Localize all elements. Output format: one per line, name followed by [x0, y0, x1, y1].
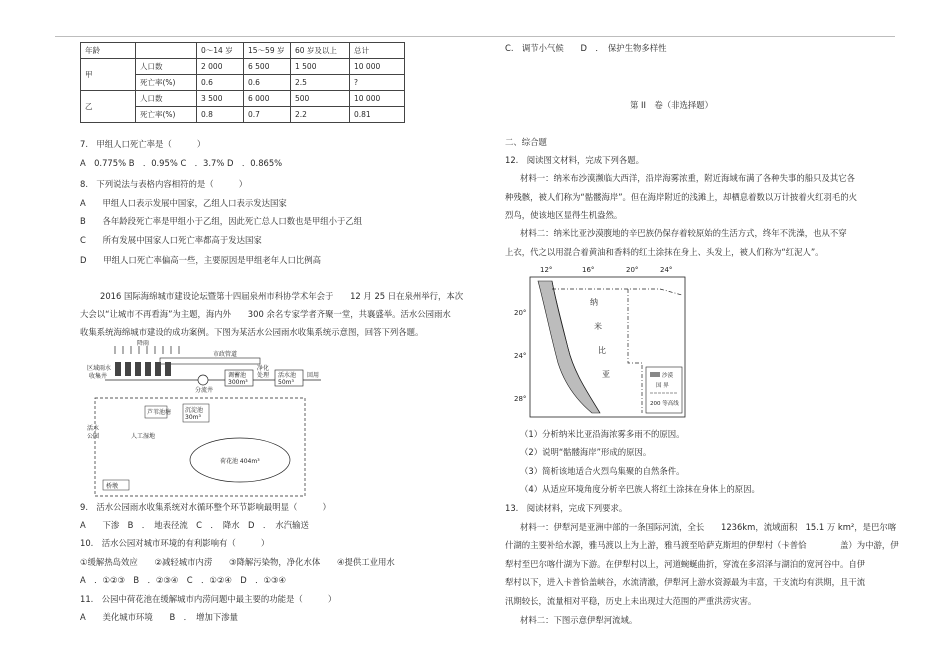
collect-label: 区域雨水	[87, 365, 112, 372]
table-header-cell: 60 岁及以上	[291, 43, 350, 59]
svg-text:调蓄池: 调蓄池	[228, 372, 247, 379]
collect-label-2: 收集井	[89, 373, 108, 380]
table-cell: 6 000	[244, 91, 291, 107]
map-name-char: 米	[594, 322, 602, 331]
section-title: 第 II 卷（非选择题）	[630, 100, 713, 110]
table-row	[81, 59, 405, 75]
material-3-line-1: 材料一：伊犁河是亚洲中部的一条国际河流，全长 1236km，流域面积 15.1 万 km²，是巴尔喀	[520, 522, 897, 532]
question-10-options: A ．①②③ B ．②③④ C ．①②④ D ．①③④	[80, 575, 286, 585]
legend-contour: 200 等高线	[650, 401, 679, 407]
question-10: 10. 活水公园对城市环境的有利影响有（ ）	[80, 538, 270, 548]
split-label: 分流井	[195, 387, 214, 394]
pipe-label: 市政管道	[213, 351, 238, 358]
group-name-cell: 甲	[81, 59, 136, 91]
lon-label: 24°	[660, 266, 673, 274]
table-cell: 0.6	[197, 75, 244, 91]
material-4-line: 材料二：下图示意伊犁河流域。	[520, 615, 638, 625]
svg-text:公园: 公园	[87, 433, 100, 440]
question-9: 9. 活水公园雨水收集系统对水循环整个环节影响最明显（ ）	[80, 502, 331, 512]
table-cell: 2.5	[291, 75, 350, 91]
split-well	[198, 375, 208, 385]
table-cell: ?	[350, 75, 405, 91]
row-label: 人口数	[136, 91, 197, 107]
bridge-label: 桥墩	[106, 483, 119, 490]
material-1-line-2: 种残骸，被人们称为“骷髅海岸”。但在海岸附近的浅滩上，却栖息着数以万计披着火红羽毛的火	[505, 192, 858, 202]
table-header-cell: 总计	[350, 43, 405, 59]
table-cell: 10 000	[350, 59, 405, 75]
row-label: 死亡率(%)	[136, 75, 197, 91]
question-11-options-cd: C. 调节小气候 D ． 保护生物多样性	[505, 43, 667, 53]
svg-text:50m³: 50m³	[278, 379, 294, 386]
rainwater-diagram	[85, 340, 325, 500]
table-cell: 1 500	[291, 59, 350, 75]
table-header-cell: 15～59 岁	[244, 43, 291, 59]
map-name-char: 亚	[602, 370, 610, 379]
intro-line-2: 大会以“让城市不再看海”为主题，海内外 300 余名专家学者齐聚一堂，共襄盛举。活水公园雨水	[80, 309, 451, 319]
table-cell: 0.6	[244, 75, 291, 91]
question-9-options: A 下渗 B ． 地表径流 C ． 降水 D ． 水汽输送	[80, 520, 309, 530]
legend-desert: 沙漠	[662, 373, 674, 379]
rain-arrows	[115, 346, 179, 354]
lon-label: 20°	[626, 266, 639, 274]
svg-text:30m³: 30m³	[185, 414, 201, 421]
intro-line-1: 2016 国际海绵城市建设论坛暨第十四届泉州市科协学术年会于 12 月 25 日在泉州举行，本次	[100, 291, 464, 301]
page-top-rule	[55, 36, 895, 37]
question-8-option-c: C 所有发展中国家人口死亡率都高于发达国家	[80, 235, 262, 245]
table-row	[81, 91, 405, 107]
map-name-char: 比	[598, 346, 606, 355]
question-8-option-b: B 各年龄段死亡率是甲组小于乙组，因此死亡总人口数也是甲组小于乙组	[80, 216, 363, 226]
question-7-options: A 0.775% B ．0.95% C ．3.7% D ．0.865%	[80, 158, 283, 168]
row-label: 死亡率(%)	[136, 107, 197, 123]
svg-text:芦苇池塘: 芦苇池塘	[147, 409, 172, 416]
question-13: 13. 阅读材料，完成下列要求。	[505, 503, 628, 513]
lotus-label: 荷花池 404m³	[220, 458, 260, 465]
table-cell: 0.8	[197, 107, 244, 123]
table-cell: 3 500	[197, 91, 244, 107]
lat-label: 20°	[514, 309, 527, 317]
question-11: 11. 公园中荷花池在缓解城市内涝问题中最主要的功能是（ ）	[80, 594, 337, 604]
subquestion-2: （2）说明“骷髅海岸”形成的原因。	[520, 447, 652, 457]
table-cell: 10 000	[350, 91, 405, 107]
table-cell: 0.81	[350, 107, 405, 123]
svg-text:沉淀池: 沉淀池	[185, 407, 204, 414]
part-heading: 二、综合题	[505, 137, 547, 147]
svg-text:活水池: 活水池	[278, 372, 297, 379]
table-cell: 6 500	[244, 59, 291, 75]
lon-label: 16°	[582, 266, 595, 274]
material-2-line-2: 上衣，代之以用混合着黄油和香料的红土涂抹在身上、头发上，被人们称为“红泥人”。	[505, 247, 824, 257]
question-8-option-d: D 甲组人口死亡率偏高一些，主要原因是甲组老年人口比例高	[80, 255, 321, 265]
subquestion-1: （1）分析纳米比亚沿海浓雾多雨不的原因。	[520, 429, 685, 439]
table-cell: 0.7	[244, 107, 291, 123]
rain-label: 降雨	[137, 340, 150, 347]
svg-text:人工湿地: 人工湿地	[131, 433, 156, 440]
material-1-line-3: 烈鸟，使该地区显得生机盎然。	[505, 210, 623, 220]
namibia-map	[510, 263, 710, 423]
table-cell: 2.2	[291, 107, 350, 123]
question-8-option-a: A 甲组人口表示发展中国家，乙组人口表示发达国家	[80, 198, 287, 208]
subquestion-4: （4）从适应环境角度分析辛巴族人将红土涂抹在身体上的原因。	[520, 484, 760, 494]
question-12: 12. 阅读图文材料，完成下列各题。	[505, 155, 644, 165]
svg-text:处理: 处理	[257, 372, 270, 379]
svg-text:净化: 净化	[257, 365, 270, 372]
table-header-cell: 年龄	[81, 43, 136, 59]
table-header-row	[81, 43, 405, 59]
material-3-line-5: 汛期较长，流量相对平稳，历史上未出现过大范围的严重洪涝灾害。	[505, 596, 757, 606]
lat-label: 24°	[514, 352, 527, 360]
material-1-line-1: 材料一：纳米布沙漠濒临大西洋，沿岸海雾浓重，附近海域布满了各种失事的船只及其它各	[520, 173, 855, 183]
svg-text:活水: 活水	[87, 425, 100, 432]
svg-text:300m³: 300m³	[228, 379, 248, 386]
row-label: 人口数	[136, 59, 197, 75]
table-cell: 500	[291, 91, 350, 107]
population-table	[80, 42, 405, 123]
question-10-items: ①缓解热岛效应 ②减轻城市内涝 ③降解污染物，净化水体 ④提供工业用水	[80, 557, 395, 567]
lat-label: 28°	[514, 395, 527, 403]
map-name-char: 纳	[590, 298, 598, 307]
material-2-line-1: 材料二：纳米比亚沙漠腹地的辛巴族仍保存着较原始的生活方式，终年不洗澡，也从不穿	[520, 228, 847, 238]
question-11-options-ab: A 美化城市环境 B ． 增加下渗量	[80, 612, 239, 622]
table-header-cell	[136, 43, 197, 59]
legend-border: 国 界	[656, 383, 669, 389]
question-7: 7. 甲组人口死亡率是（ ）	[80, 139, 206, 149]
table-header-cell: 0～14 岁	[197, 43, 244, 59]
question-8: 8. 下列说法与表格内容相符的是（ ）	[80, 179, 248, 189]
subquestion-3: （3）简析该地适合火烈鸟集聚的自然条件。	[520, 466, 685, 476]
group-name-cell: 乙	[81, 91, 136, 123]
material-3-line-3: 犁村至巴尔喀什湖为下游。在伊犁村以上，河道蜿蜒曲折，穿流在多沼泽与湖泊的宽河谷中。自伊	[505, 559, 866, 569]
intro-line-3: 收集系统海绵城市建设的成功案例。下图为某活水公园雨水收集系统示意图，回答下列各题。	[80, 327, 424, 337]
municipal-pipe	[160, 358, 260, 364]
material-3-line-2: 什湖的主要补给水源，雅马渡以上为上游，雅马渡至哈萨克斯坦的伊犁村（卡普恰 盖）为中游，伊	[505, 540, 899, 550]
lon-label: 12°	[540, 266, 553, 274]
material-3-line-4: 犁村以下，进入卡普恰盖峡谷，水流清澈，伊犁河上游水资源最为丰富，干支流均有洪期，且干流	[505, 577, 866, 587]
table-cell: 2 000	[197, 59, 244, 75]
reuse-label: 回用	[307, 372, 320, 379]
